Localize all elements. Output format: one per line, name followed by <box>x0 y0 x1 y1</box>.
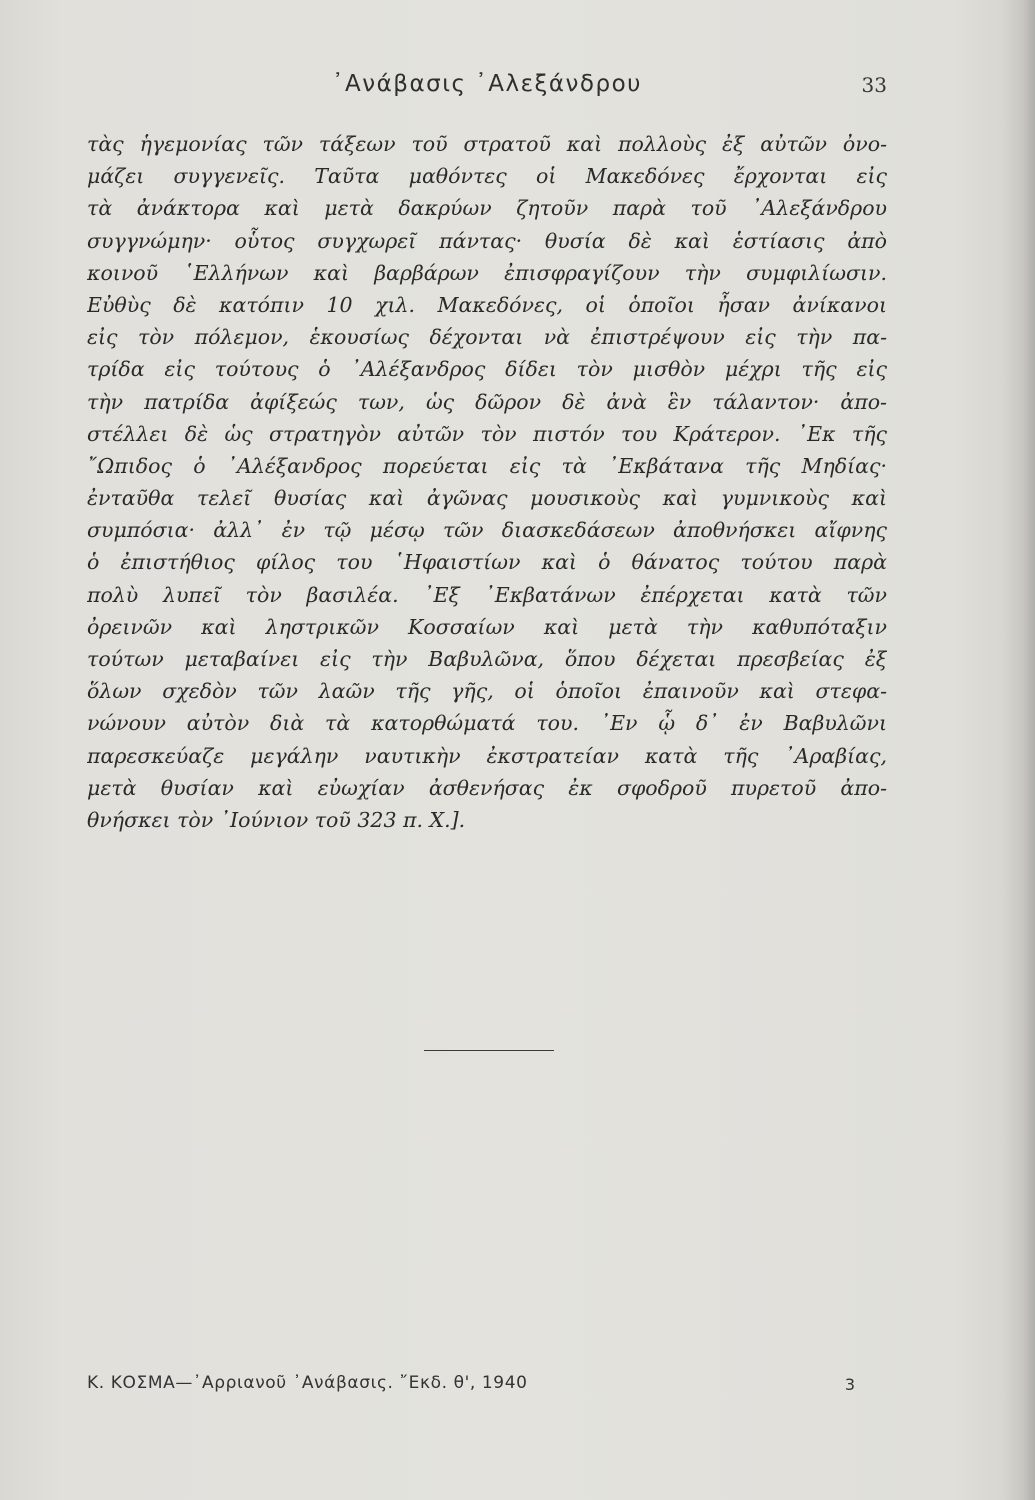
text-line: μάζει συγγενεῖς. Ταῦτα μαθόντες οἱ Μακεδόνες ἔρχονται εἰς <box>87 164 887 189</box>
text-line: πολὺ λυπεῖ τὸν βασιλέα. ᾿Εξ ᾿Εκβατάνων ἐπέρχεται κατὰ τῶν <box>87 582 887 607</box>
text-line: ἐνταῦθα τελεῖ θυσίας καὶ ἀγῶνας μουσικοὺς καὶ γυμνικοὺς καὶ <box>87 486 887 511</box>
text-line: νώνουν αὐτὸν διὰ τὰ κατορθώματά του. ᾿Εν ᾧ δ᾿ ἐν Βαβυλῶνι <box>87 711 887 736</box>
page-footer <box>87 1373 887 1401</box>
running-head <box>87 71 887 111</box>
text-line: εἰς τὸν πόλεμον, ἑκουσίως δέχονται νὰ ἐπιστρέψουν εἰς τὴν πα- <box>87 325 887 350</box>
section-divider <box>424 1050 554 1051</box>
text-line: συγγνώμην· οὗτος συγχωρεῖ πάντας· θυσία δὲ καὶ ἑστίασις ἀπὸ <box>87 228 887 253</box>
text-line: τὰς ἡγεμονίας τῶν τάξεων τοῦ στρατοῦ καὶ πολλοὺς ἐξ αὐτῶν ὀνο- <box>87 132 887 156</box>
text-line-last: θνήσκει τὸν ᾿Ιούνιον τοῦ 323 π. Χ.]. <box>87 807 466 832</box>
running-title: ᾿Ανάβασις ᾿Αλεξάνδρου <box>332 71 642 97</box>
text-line: παρεσκεύαζε μεγάλην ναυτικὴν ἐκστρατείαν κατὰ τῆς ᾿Αραβίας, <box>87 743 887 768</box>
text-line: Εὐθὺς δὲ κατόπιν 10 χιλ. Μακεδόνες, οἱ ὁποῖοι ἦσαν ἀνίκανοι <box>87 292 887 317</box>
text-line: στέλλει δὲ ὡς στρατηγὸν αὐτῶν τὸν πιστόν του Κράτερον. ᾿Εκ τῆς <box>87 421 887 446</box>
text-line: μετὰ θυσίαν καὶ εὐωχίαν ἀσθενήσας ἐκ σφοδροῦ πυρετοῦ ἀπο- <box>87 775 887 800</box>
page-edge-shadow <box>1003 0 1035 1500</box>
text-line: τὰ ἀνάκτορα καὶ μετὰ δακρύων ζητοῦν παρὰ τοῦ ᾿Αλεξάνδρου <box>87 196 887 221</box>
signature-mark: 3 <box>844 1375 855 1394</box>
text-line: ὅλων σχεδὸν τῶν λαῶν τῆς γῆς, οἱ ὁποῖοι ἐπαινοῦν καὶ στεφα- <box>87 679 887 704</box>
body-text <box>87 128 887 836</box>
text-line: τούτων μεταβαίνει εἰς τὴν Βαβυλῶνα, ὅπου δέχεται πρεσβείας ἐξ <box>87 647 887 671</box>
text-line: τρίδα εἰς τούτους ὁ ᾿Αλέξανδρος δίδει τὸν μισθὸν μέχρι τῆς εἰς <box>87 357 887 382</box>
text-line: ῎Ωπιδος ὁ ᾿Αλέξανδρος πορεύεται εἰς τὰ ᾿Εκβάτανα τῆς Μηδίας· <box>87 453 887 478</box>
text-line: συμπόσια· ἀλλ᾿ ἐν τῷ μέσῳ τῶν διασκεδάσεων ἀποθνήσκει αἴφνης <box>87 518 887 543</box>
footer-imprint: Κ. ΚΟΣΜΑ—᾿Αρριανοῦ ᾿Ανάβασις. ῎Εκδ. θ', 1940 <box>87 1373 528 1393</box>
text-line: κοινοῦ ῾Ελλήνων καὶ βαρβάρων ἐπισφραγίζουν τὴν συμφιλίωσιν. <box>87 260 887 285</box>
text-line: ὀρεινῶν καὶ ληστρικῶν Κοσσαίων καὶ μετὰ τὴν καθυπόταξιν <box>87 614 887 639</box>
text-line: ὁ ἐπιστήθιος φίλος του ῾Ηφαιστίων καὶ ὁ θάνατος τούτου παρὰ <box>87 550 887 575</box>
text-line: τὴν πατρίδα ἀφίξεώς των, ὡς δῶρον δὲ ἀνὰ ἓν τάλαντον· ἀπο- <box>87 389 887 414</box>
page-number: 33 <box>861 73 887 97</box>
